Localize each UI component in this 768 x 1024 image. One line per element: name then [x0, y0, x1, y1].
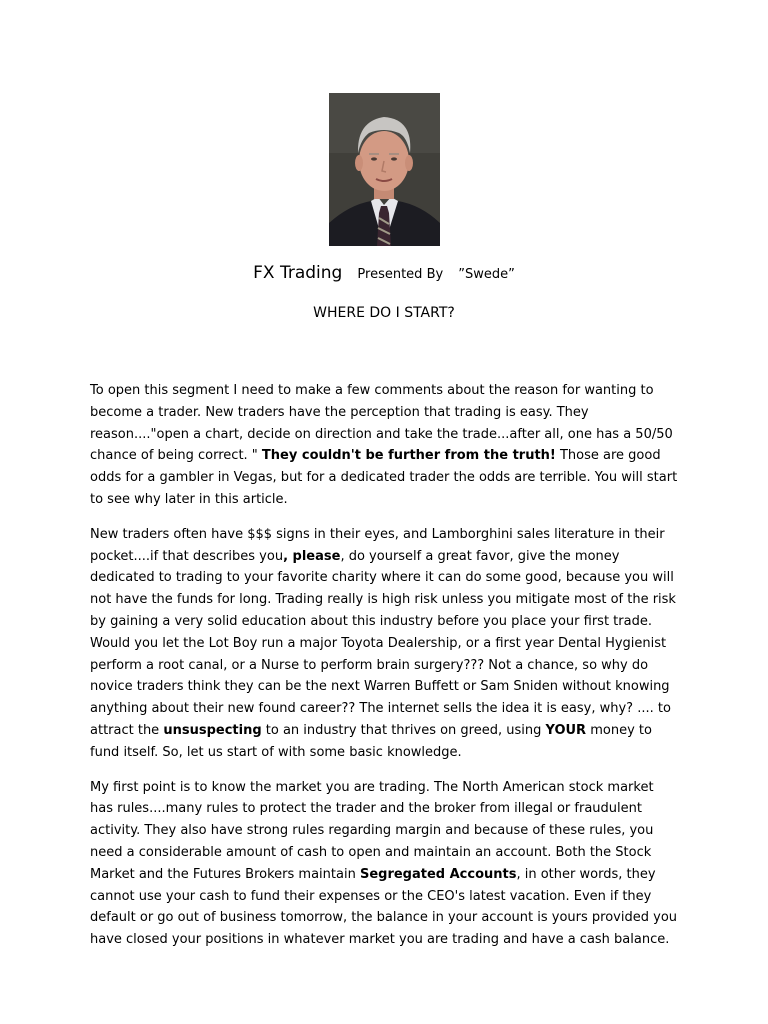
presenter-name: ”Swede” [458, 267, 515, 282]
section-heading: WHERE DO I START? [313, 305, 455, 321]
p2-bold-please: , please [283, 548, 341, 564]
p2-bold-your: YOUR [545, 722, 587, 738]
article-body [90, 380, 680, 964]
portrait-icon [329, 93, 440, 246]
p1-bold-text: They couldn't be further from the truth! [261, 448, 556, 464]
portrait-photo [329, 93, 440, 246]
p1-text-a: To open this segment I need to make a few comments about the reason for wanting to become a trader. New traders have the perception that trading is easy. They reason...."open a chart, decide on direction and take the trade...after all, one has a 50/50 chance of being correct. " [90, 383, 673, 464]
p2-bold-unsuspecting: unsuspecting [163, 722, 262, 738]
presented-by-label: Presented By [357, 267, 444, 282]
p2-text-c: , do yourself a great favor, give the money dedicated to trading to your favorite charity where it can do some good, because you will not have the funds for long. Trading really is high risk unless you mitigate most of the risk by gaining a very solid education about this industry before you place your first trade. Would you let the Lot Boy run a major Toyota Dealership, or a first year Dental Hygienist perform a root canal, or a Nurse to perform brain surgery??? Not a chance, so why do novice traders think they can be the next Warren Buffett or Sam Sniden without knowing anything about their new found career?? The internet sells the idea it is easy, why? .... to attract the [90, 548, 676, 738]
p3-bold-segregated: Segregated Accounts [359, 866, 517, 882]
paragraph-3 [90, 777, 680, 951]
p1-text-c: Those are good odds for a gambler in Vegas, but for a dedicated trader the odds are terrible. You will start to see why later in this article. [90, 448, 678, 507]
paragraph-2 [90, 524, 680, 764]
p2-text-e: to an industry that thrives on greed, using [261, 722, 546, 738]
document-title: FX Trading [253, 263, 343, 283]
p2-text-g: money to fund itself. So, let us start of with some basic knowledge. [90, 722, 652, 760]
p3-text-a: My first point is to know the market you are trading. The North American stock market has rules....many rules to protect the trader and the broker from illegal or fraudulent activity. They also have strong rules regarding margin and because of these rules, you need a considerable amount of cash to open and maintain an account. Both the Stock Market and the Futures Brokers maintain [90, 779, 654, 882]
p2-text-a: New traders often have $$$ signs in their eyes, and Lamborghini sales literature in their pocket....if that describes you [90, 526, 665, 564]
title-line [0, 263, 768, 283]
paragraph-1 [90, 380, 680, 511]
p3-text-c: , in other words, they cannot use your cash to fund their expenses or the CEO's latest vacation. Even if they default or go out of business tomorrow, the balance in your account is yours provided you have closed your positions in whatever market you are trading and have a cash balance. [90, 866, 678, 948]
